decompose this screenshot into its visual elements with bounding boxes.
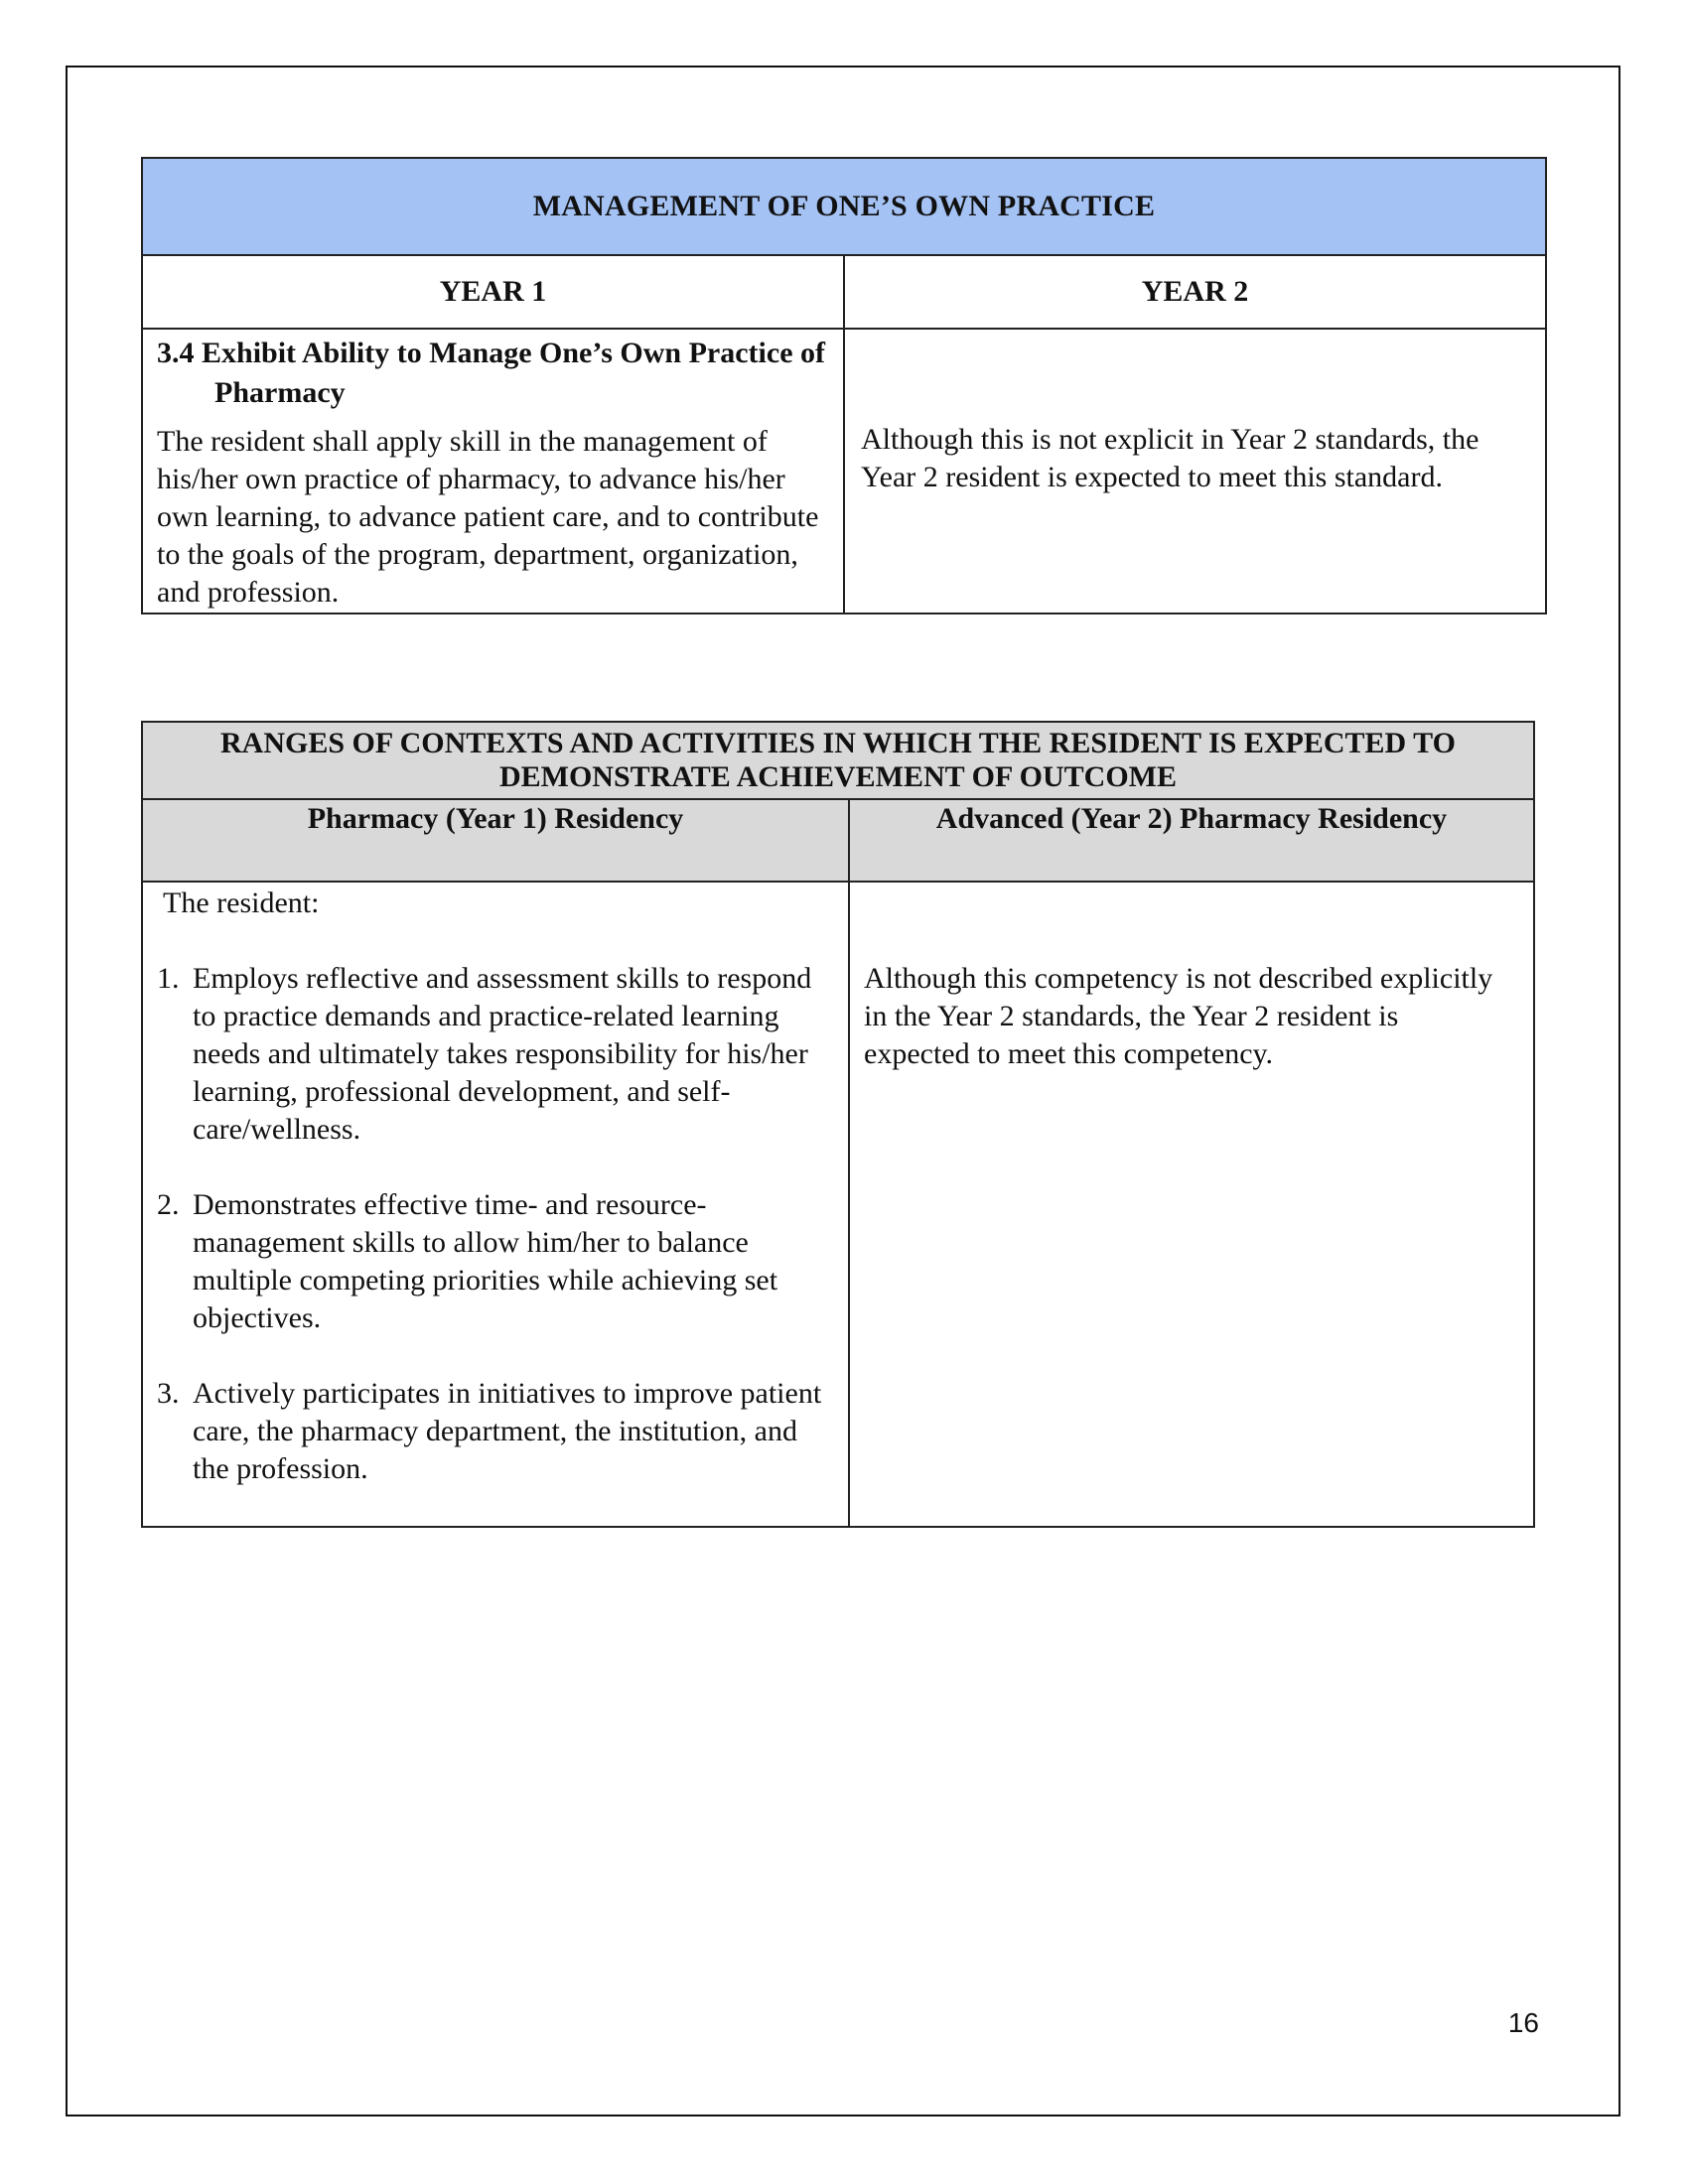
standard-title: 3.4 Exhibit Ability to Manage One’s Own Practice of Pharmacy <box>157 337 826 409</box>
list-item <box>157 1375 828 1488</box>
list-number: 2. <box>157 1188 180 1221</box>
year2-residency-header: Advanced (Year 2) Pharmacy Residency <box>849 799 1534 882</box>
list-number: 3. <box>157 1377 180 1410</box>
list-item <box>157 960 828 1149</box>
list-text: Actively participates in initiatives to improve patient care, the pharmacy department, the institution, and the profession. <box>193 1377 822 1485</box>
outcome-list <box>157 960 828 1488</box>
contexts-table <box>141 721 1535 1528</box>
contexts-banner: RANGES OF CONTEXTS AND ACTIVITIES IN WHICH THE RESIDENT IS EXPECTED TO DEMONSTRATE ACHIEVEMENT OF OUTCOME <box>142 722 1534 799</box>
year1-residency-header: Pharmacy (Year 1) Residency <box>142 799 849 882</box>
list-text: Demonstrates effective time- and resource-management skills to allow him/her to balance multiple competing priorities while achieving set objectives. <box>193 1188 778 1334</box>
year1-residency-cell <box>142 882 849 1527</box>
year2-header: YEAR 2 <box>844 255 1546 329</box>
year1-cell <box>142 329 844 614</box>
advanced-text: Although this competency is not described explicitly in the Year 2 standards, the Year 2 resident is expected to meet this competency. <box>864 962 1493 1070</box>
resident-intro: The resident: <box>163 887 320 919</box>
year2-residency-cell <box>849 882 1534 1527</box>
page-number: 16 <box>1507 2007 1539 2038</box>
management-table <box>141 157 1547 614</box>
year1-header: YEAR 1 <box>142 255 844 329</box>
standard-description: The resident shall apply skill in the management of his/her own practice of pharmacy, to advance his/her own learning, to advance patient care, and to contribute to the goals of the program, department, organization, and profession. <box>157 425 819 609</box>
year2-text: Although this is not explicit in Year 2 standards, the Year 2 resident is expected to meet this standard. <box>861 423 1479 493</box>
list-text: Employs reflective and assessment skills to respond to practice demands and practice-related learning needs and ultimately takes responsibility for his/her learning, professional development, and self-care/wellness. <box>193 962 812 1146</box>
list-item <box>157 1186 828 1337</box>
year2-cell <box>844 329 1546 614</box>
management-banner: MANAGEMENT OF ONE’S OWN PRACTICE <box>142 158 1546 255</box>
list-number: 1. <box>157 962 180 995</box>
